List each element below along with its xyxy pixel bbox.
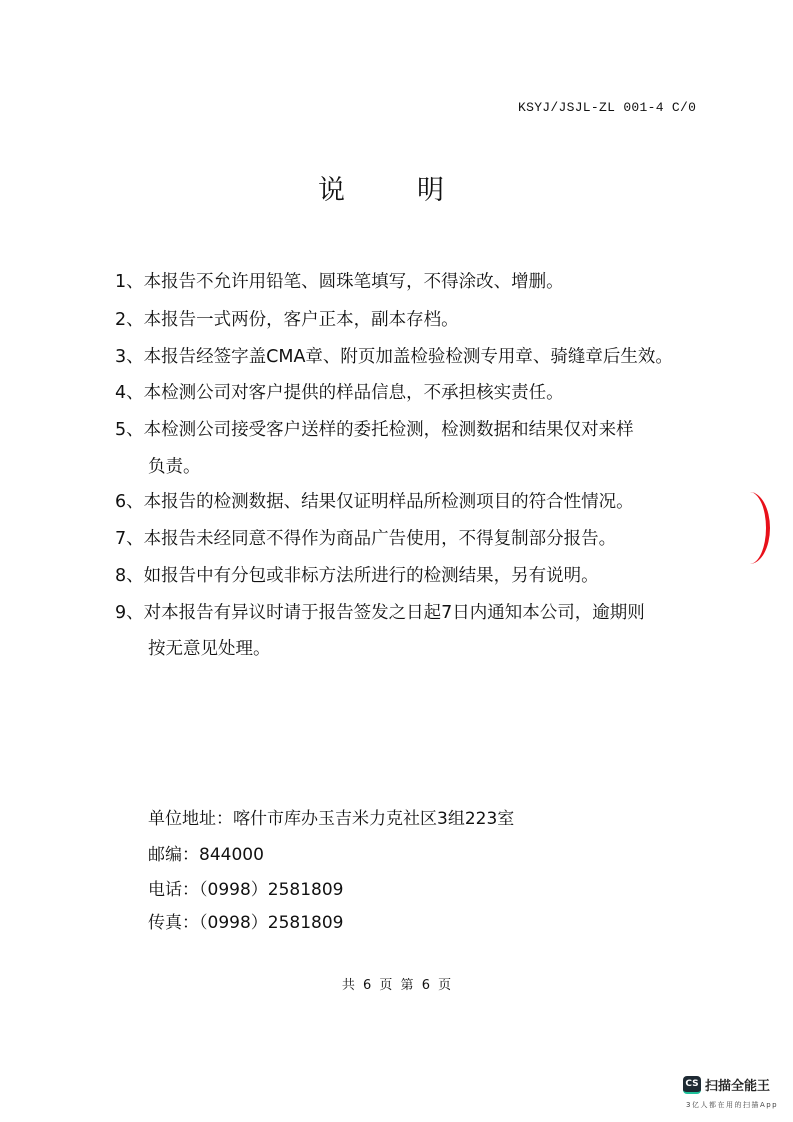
fax: 传真：（0998）2581809	[148, 913, 344, 933]
list-item: 9、对本报告有异议时请于报告签发之日起7日内通知本公司，逾期则	[115, 603, 645, 623]
watermark-tagline: 3亿人都在用的扫描App	[686, 1101, 779, 1109]
list-item: 8、如报告中有分包或非标方法所进行的检测结果，另有说明。	[115, 566, 599, 586]
postcode: 邮编：844000	[148, 845, 264, 865]
list-item: 7、本报告未经同意不得作为商品广告使用，不得复制部分报告。	[115, 529, 617, 549]
list-item: 5、本检测公司接受客户送样的委托检测，检测数据和结果仅对来样	[115, 420, 634, 440]
list-item: 4、本检测公司对客户提供的样品信息，不承担核实责任。	[115, 383, 564, 403]
address: 单位地址：喀什市库办玉吉米力克社区3组223室	[148, 809, 515, 829]
seal-stamp-edge	[736, 492, 770, 564]
list-item-continuation: 负责。	[148, 457, 201, 477]
list-item: 2、本报告一式两份，客户正本，副本存档。	[115, 310, 459, 330]
document-code: KSYJ/JSJL-ZL 001-4 C/0	[518, 100, 697, 115]
scanner-watermark	[683, 1075, 770, 1094]
list-item: 6、本报告的检测数据、结果仅证明样品所检测项目的符合性情况。	[115, 492, 634, 512]
page-title: 说明	[318, 175, 516, 206]
list-item: 1、本报告不允许用铅笔、圆珠笔填写，不得涂改、增删。	[115, 272, 564, 292]
page-number: 共 6 页 第 6 页	[341, 978, 452, 993]
list-item-continuation: 按无意见处理。	[148, 639, 271, 659]
phone: 电话：（0998）2581809	[148, 880, 344, 900]
camscanner-logo-icon: CS	[683, 1076, 701, 1094]
list-item: 3、本报告经签字盖CMA章、附页加盖检验检测专用章、骑缝章后生效。	[115, 347, 673, 367]
watermark-name: 扫描全能王	[705, 1079, 771, 1094]
